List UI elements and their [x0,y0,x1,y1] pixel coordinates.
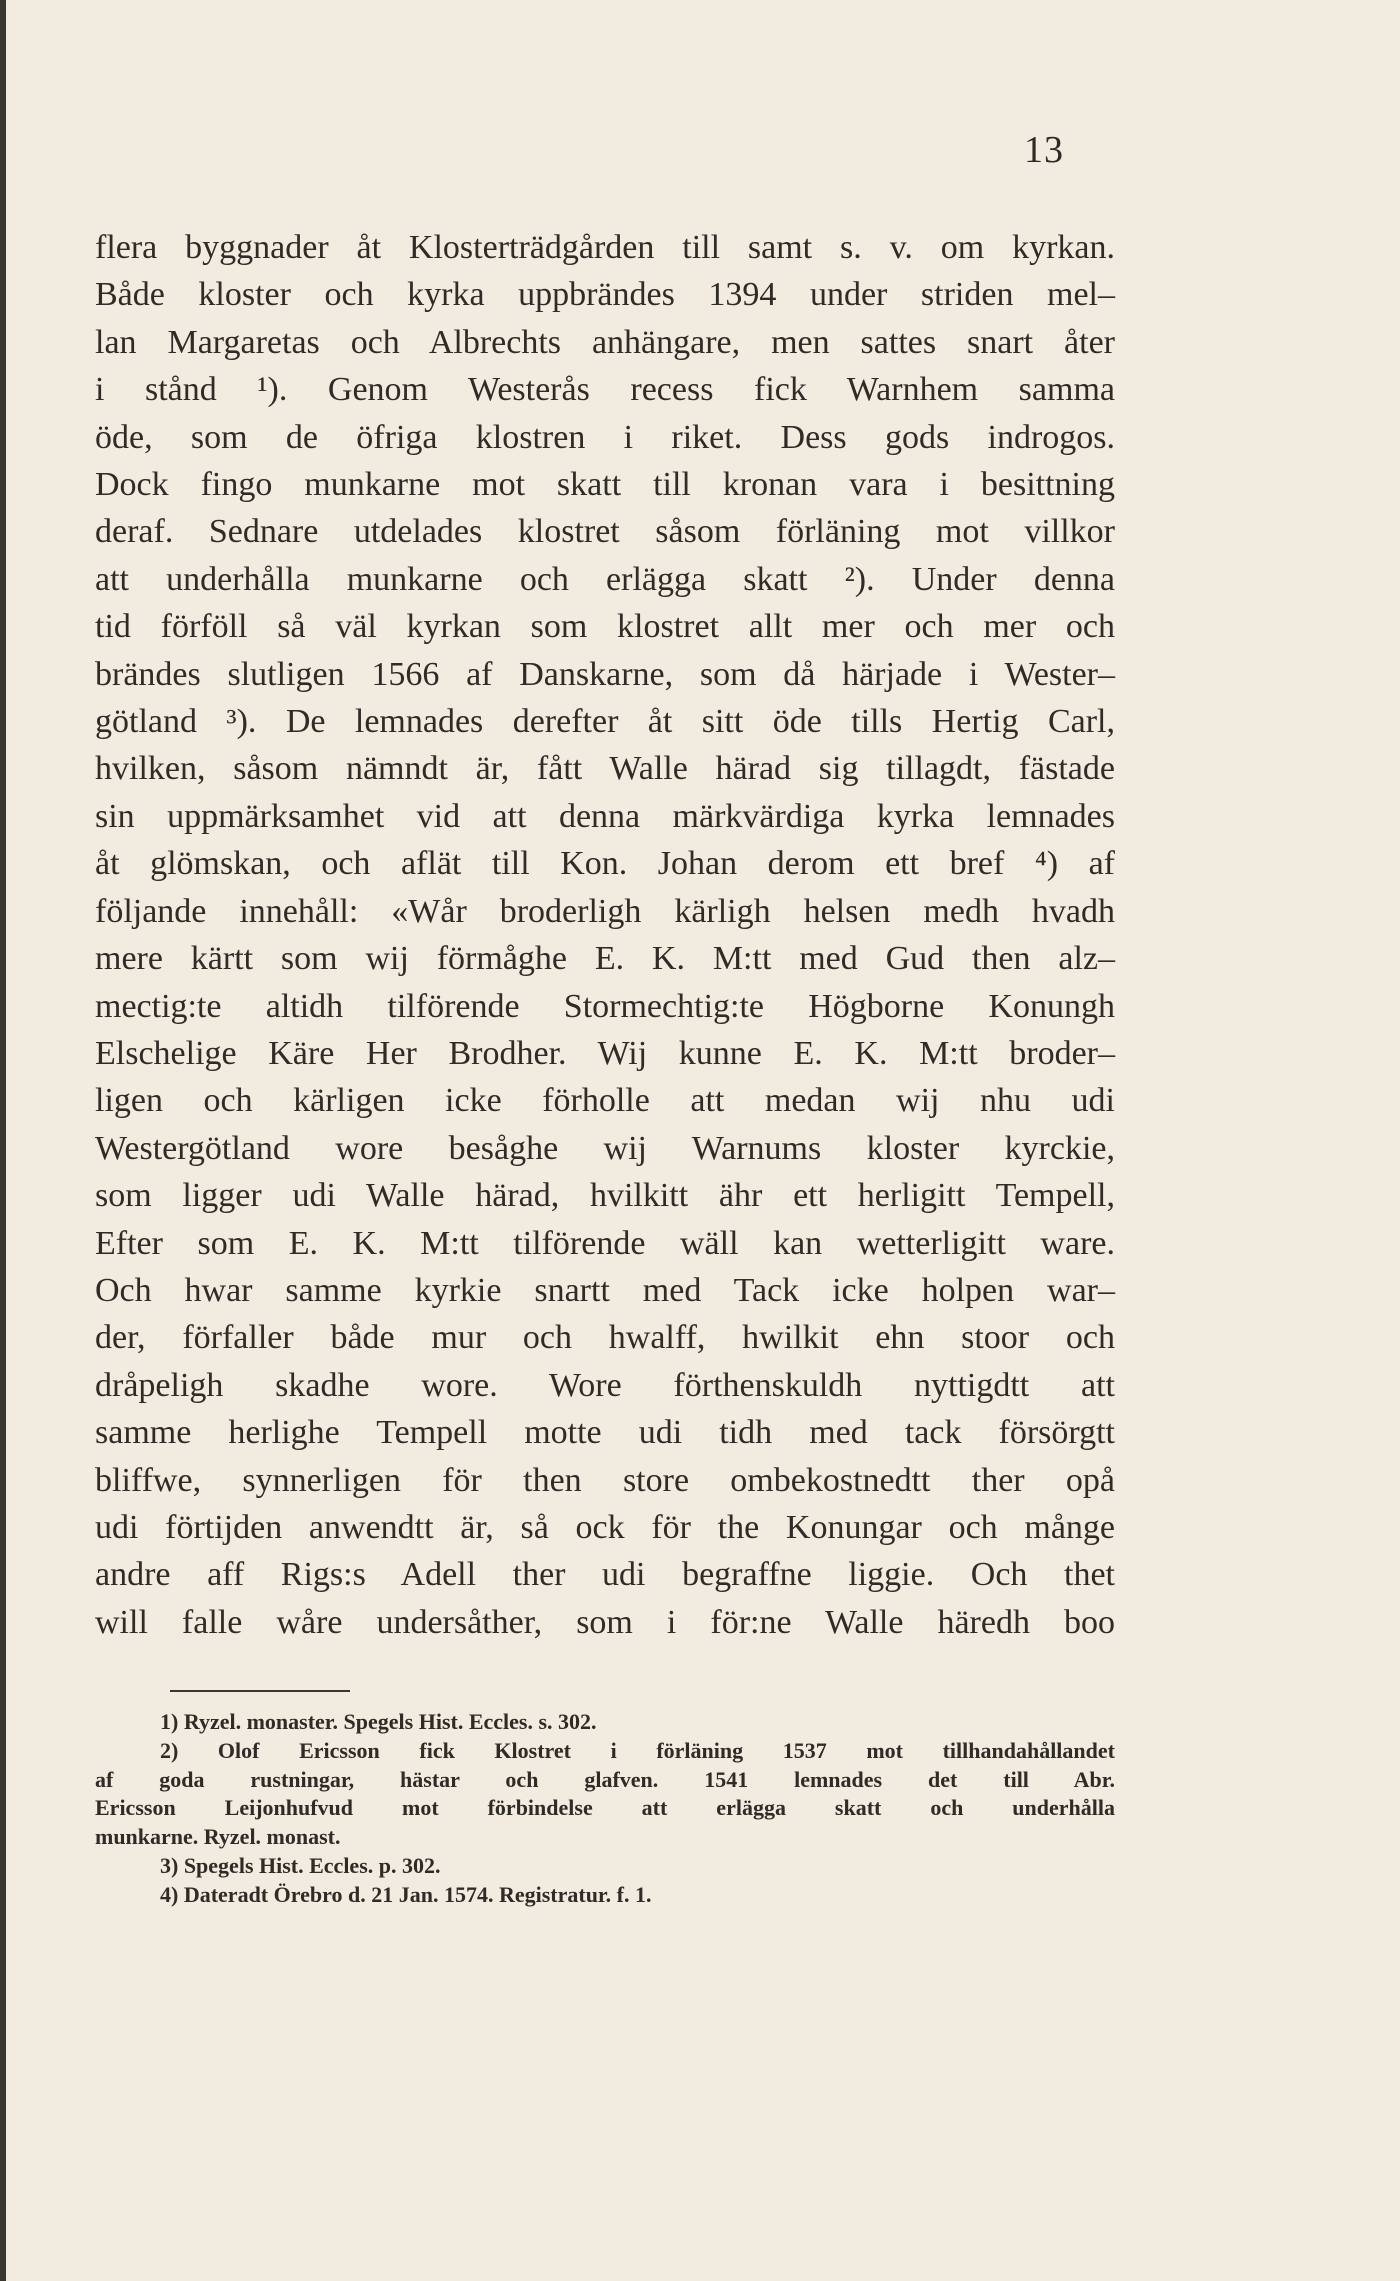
body-line: samme herlighe Tempell motte udi tidh med tack försörgtt [95,1414,1115,1452]
body-line: hvilken, såsom nämndt är, fått Walle härad sig tillagdt, fästade [95,750,1115,788]
body-line: åt glömskan, och aflät till Kon. Johan derom ett bref ⁴) af [95,845,1115,883]
body-line: Westergötland wore besåghe wij Warnums kloster kyrckie, [95,1129,1115,1167]
body-line: följande innehåll: «Wår broderligh kärligh helsen medh hvadh [95,892,1115,930]
page-spine-edge [0,0,6,2281]
page-number: 13 [1024,129,1064,171]
footnote-line: Ericsson Leijonhufvud mot förbindelse att erlägga skatt och underhålla [95,1795,1115,1821]
body-line: udi förtijden anwendtt är, så ock för the Konungar och månge [95,1508,1115,1546]
body-line: öde, som de öfriga klostren i riket. Dess gods indrogos. [95,418,1115,456]
body-line: Efter som E. K. M:tt tilförende wäll kan wetterligitt ware. [95,1224,1115,1262]
body-line: lan Margaretas och Albrechts anhängare, men sattes snart åter [95,323,1115,361]
body-line: will falle wåre undersåther, som i för:ne Walle häredh boo [95,1603,1115,1641]
body-line: brändes slutligen 1566 af Danskarne, som då härjade i Wester– [95,655,1115,693]
body-text [95,224,1115,1646]
body-line: tid förföll så väl kyrkan som klostret allt mer och mer och [95,608,1115,646]
body-line: Elschelige Käre Her Brodher. Wij kunne E. K. M:tt broder– [95,1034,1115,1072]
body-line: att underhålla munkarne och erlägga skatt ²). Under denna [95,560,1115,598]
body-line: deraf. Sednare utdelades klostret såsom förläning mot villkor [95,513,1115,551]
body-line: mere kärtt som wij förmåghe E. K. M:tt med Gud then alz– [95,940,1115,978]
body-line: flera byggnader åt Klosterträdgården till samt s. v. om kyrkan. [95,229,1115,266]
body-line: andre aff Rigs:s Adell ther udi begraffne liggie. Och thet [95,1556,1115,1594]
footnote-line: 3) Spegels Hist. Eccles. p. 302. [160,1852,441,1878]
footnotes [95,1708,1115,1910]
footnote-line: munkarne. Ryzel. monast. [95,1824,341,1850]
body-line: dråpeligh skadhe wore. Wore förthenskuldh nyttigdtt att [95,1366,1115,1404]
footnote-line: 1) Ryzel. monaster. Spegels Hist. Eccles. s. 302. [160,1709,597,1734]
footnote-line: af goda rustningar, hästar och glafven. 1541 lemnades det till Abr. [95,1766,1115,1792]
body-line: der, förfaller både mur och hwalff, hwilkit ehn stoor och [95,1319,1115,1357]
body-line: Dock fingo munkarne mot skatt till kronan vara i besittning [95,466,1115,504]
body-line: ligen och kärligen icke förholle att medan wij nhu udi [95,1082,1115,1120]
body-line: götland ³). De lemnades derefter åt sitt öde tills Hertig Carl, [95,703,1115,741]
footnote-line: 4) Dateradt Örebro d. 21 Jan. 1574. Registratur. f. 1. [160,1881,652,1907]
body-line: mectig:te altidh tilförende Stormechtig:te Högborne Konungh [95,987,1115,1025]
body-line: som ligger udi Walle härad, hvilkitt ähr ett herligitt Tempell, [95,1177,1115,1215]
body-line: Och hwar samme kyrkie snartt med Tack icke holpen war– [95,1271,1115,1309]
body-line: i stånd ¹). Genom Westerås recess fick Warnhem samma [95,371,1115,409]
body-line: sin uppmärksamhet vid att denna märkvärdiga kyrka lemnades [95,797,1115,835]
footnote-line: 2) Olof Ericsson fick Klostret i förläning 1537 mot tillhandahållandet [160,1737,1115,1763]
body-line: Både kloster och kyrka uppbrändes 1394 under striden mel– [95,276,1115,314]
footnote-divider [170,1690,350,1692]
body-line: bliffwe, synnerligen för then store ombekostnedtt ther opå [95,1461,1115,1499]
